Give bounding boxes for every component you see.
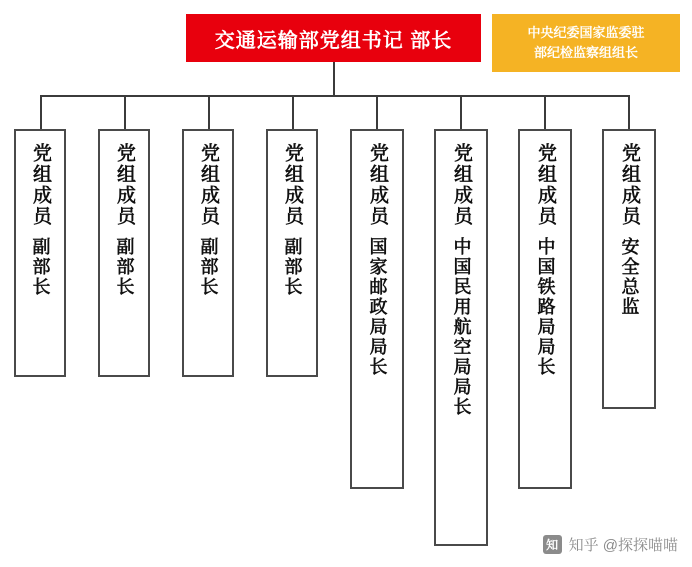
- staff-node-line-1: 中央纪委国家监委驻: [527, 24, 645, 40]
- zhihu-logo-icon: 知: [543, 535, 562, 554]
- child-node-4-role: 副部长: [282, 237, 303, 297]
- child-node-3-role: 副部长: [198, 237, 219, 297]
- child-node-4-title: 党组成员: [281, 143, 303, 227]
- child-node-7-title: 党组成员: [534, 143, 556, 227]
- child-node-5-role: 国家邮政局局长: [367, 237, 388, 377]
- child-node-6: [434, 129, 488, 546]
- child-node-1-role: 副部长: [30, 237, 51, 297]
- watermark-text: 知乎 @探探喵喵: [568, 537, 678, 554]
- child-node-5: [350, 129, 404, 489]
- staff-node-line-2: 部纪检监察组组长: [533, 45, 638, 60]
- child-node-4: [266, 129, 318, 377]
- child-node-7: [518, 129, 572, 489]
- child-node-3-title: 党组成员: [197, 143, 219, 227]
- child-node-2-title: 党组成员: [113, 143, 135, 227]
- child-node-2: [98, 129, 150, 377]
- child-node-8: [602, 129, 656, 409]
- root-node-label: 交通运输部党组书记 部长: [214, 29, 453, 52]
- child-node-1: [14, 129, 66, 377]
- child-node-7-role: 中国铁路局局长: [535, 237, 556, 377]
- child-node-3: [182, 129, 234, 377]
- child-node-2-role: 副部长: [114, 237, 135, 297]
- child-node-6-role: 中国民用航空局局长: [451, 237, 472, 417]
- watermark: [543, 534, 678, 555]
- child-node-8-title: 党组成员: [618, 143, 640, 227]
- child-node-8-role: 安全总监: [619, 237, 640, 317]
- child-node-1-title: 党组成员: [29, 143, 51, 227]
- child-node-6-title: 党组成员: [450, 143, 472, 227]
- child-node-5-title: 党组成员: [366, 143, 388, 227]
